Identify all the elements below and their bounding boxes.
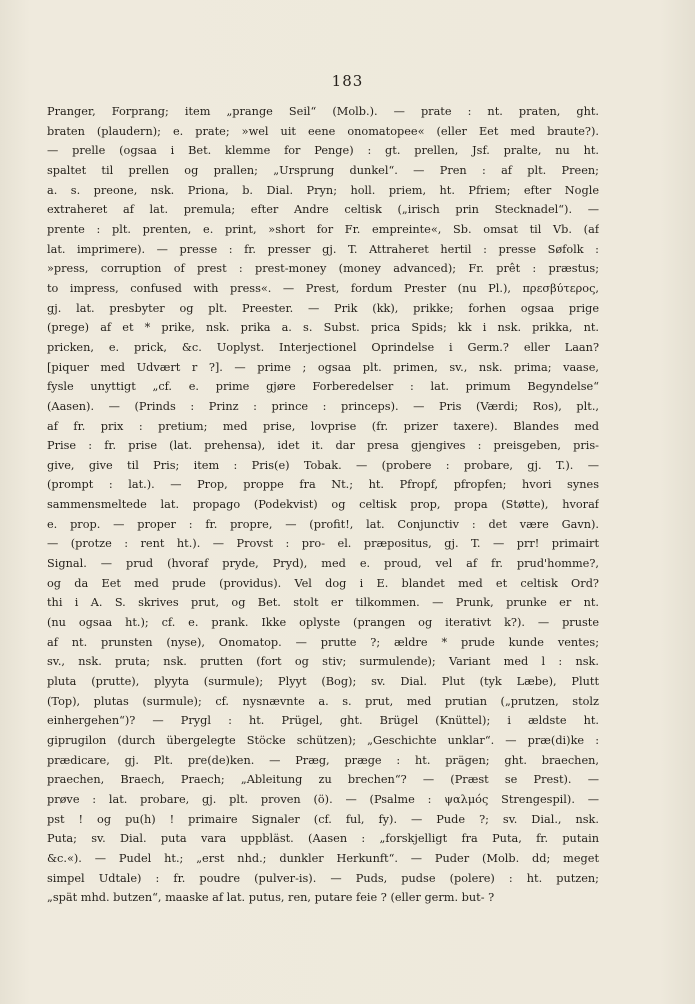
text-line: extraheret af lat. premula; efter Andre celtisk („irisch prin Stecknadel“). — (47, 203, 599, 217)
page-number: 183 (331, 72, 364, 90)
text-line: sammensmeltede lat. propago (Podekvist) og celtisk prop, propa (Støtte), hvoraf (47, 498, 599, 512)
text-line: — (protze : rent ht.). — Provst : pro- el. præpositus, gj. T. — prr! primairt (47, 537, 599, 551)
text-line: thi i A. S. skrives prut, og Bet. stolt er tilkommen. — Prunk, prunke er nt. (47, 596, 599, 610)
text-line: Puta; sv. Dial. puta vara uppbläst. (Aasen : „forskjelligt fra Puta, fr. putain (47, 832, 599, 846)
dictionary-text-block (47, 102, 599, 908)
text-line: (prompt : lat.). — Prop, proppe fra Nt.; ht. Pfropf, pfropfen; hvori synes (47, 478, 599, 492)
text-line: — prelle (ogsaa i Bet. klemme for Penge) : gt. prellen, Jsf. pralte, nu ht. (47, 144, 599, 158)
text-line: e. prop. — proper : fr. propre, — (profit!, lat. Conjunctiv : det være Gavn). (47, 517, 599, 531)
text-line: lat. imprimere). — presse : fr. presser gj. T. Attraheret hertil : presse Søfolk : (47, 242, 599, 256)
text-line: pst ! og pu(h) ! primaire Signaler (cf. ful, fy). — Pude ?; sv. Dial., nsk. (47, 812, 599, 826)
text-line: pluta (prutte), plyyta (surmule); Plyyt (Bog); sv. Dial. Plut (tyk Læbe), Plutt (47, 675, 599, 689)
text-line: sv., nsk. pruta; nsk. prutten (fort og stiv; surmulende); Variant med l : nsk. (47, 655, 599, 669)
text-line: (nu ogsaa ht.); cf. e. prank. Ikke oplyste (prangen og iterativt k?). — pruste (47, 616, 599, 630)
text-line: prøve : lat. probare, gj. plt. proven (ö). — (Psalme : ψαλμός Strengespil). — (47, 792, 599, 806)
text-line: og da Eet med prude (providus). Vel dog i E. blandet med et celtisk Ord? (47, 576, 599, 590)
text-line: [piquer med Udvært r ?]. — prime ; ogsaa plt. primen, sv., nsk. prima; vaase, (47, 360, 599, 374)
text-line: fysle unyttigt „cf. e. prime gjøre Forberedelser : lat. primum Begyndelse“ (47, 380, 599, 394)
text-line: af nt. prunsten (nyse), Onomatop. — prutte ?; ældre * prude kunde ventes; (47, 635, 599, 649)
text-line: simpel Udtale) : fr. poudre (pulver-is). — Puds, pudse (polere) : ht. putzen; (47, 871, 599, 885)
text-line: &c.«). — Pudel ht.; „erst nhd.; dunkler Herkunft“. — Puder (Molb. dd; meget (47, 851, 599, 865)
text-line: »press, corruption of prest : prest-money (money advanced); Fr. prêt : præstus; (47, 262, 599, 276)
text-line: einhergehen“)? — Prygl : ht. Prügel, ght. Brügel (Knüttel); i ældste ht. (47, 714, 599, 728)
text-line: „spät mhd. butzen“, maaske af lat. putus, ren, putare feie ? (eller germ. but- ? (47, 891, 495, 905)
text-line: prædicare, gj. Plt. pre(de)ken. — Præg, præge : ht. prägen; ght. braechen, (47, 753, 599, 767)
text-line: (Top), plutas (surmule); cf. nysnævnte a. s. prut, med prutian („prutzen, stolz (47, 694, 599, 708)
text-line: Signal. — prud (hvoraf pryde, Pryd), med e. proud, vel af fr. prud'homme?, (47, 557, 599, 571)
text-line: Prise : fr. prise (lat. prehensa), idet it. dar presa gjengives : preisgeben, pris- (47, 439, 599, 453)
text-line: Pranger, Forprang; item „prange Seil“ (Molb.). — prate : nt. praten, ght. (47, 105, 599, 118)
text-line: to impress, confused with press«. — Prest, fordum Prester (nu Pl.), πρεσβύτερος, (47, 281, 599, 295)
text-line: (prege) af et * prike, nsk. prika a. s. Subst. prica Spids; kk i nsk. prikka, nt. (47, 321, 599, 335)
text-line: braten (plaudern); e. prate; »wel uit eene onomatopee« (eller Eet med braute?). (47, 124, 599, 138)
text-line: give, give til Pris; item : Pris(e) Tobak. — (probere : probare, gj. T.). — (47, 458, 599, 472)
text-line: af fr. prix : pretium; med prise, lovprise (fr. prizer taxere). Blandes med (47, 419, 599, 433)
text-line: giprugilon (durch übergelegte Stöcke schützen); „Geschichte unklar“. — præ(di)ke : (47, 734, 599, 747)
text-line: (Aasen). — (Prinds : Prinz : prince : princeps). — Pris (Værdi; Ros), plt., (47, 399, 599, 413)
text-line: praechen, Braech, Praech; „Ableitung zu brechen“? — (Præst se Prest). — (47, 773, 599, 787)
text-line: a. s. preone, nsk. Priona, b. Dial. Pryn; holl. priem, ht. Pfriem; efter Nogle (47, 183, 599, 197)
text-line: gj. lat. presbyter og plt. Preester. — Prik (kk), prikke; forhen ogsaa prige (47, 301, 599, 315)
text-line: pricken, e. prick, &c. Uoplyst. Interjectionel Oprindelse i Germ.? eller Laan? (47, 340, 599, 354)
text-line: spaltet til prellen og prallen; „Ursprung dunkel“. — Pren : af plt. Preen; (47, 163, 599, 177)
text-line: prente : plt. prenten, e. print, »short for Fr. empreinte«, Sb. omsat til Vb. (af (47, 222, 599, 236)
